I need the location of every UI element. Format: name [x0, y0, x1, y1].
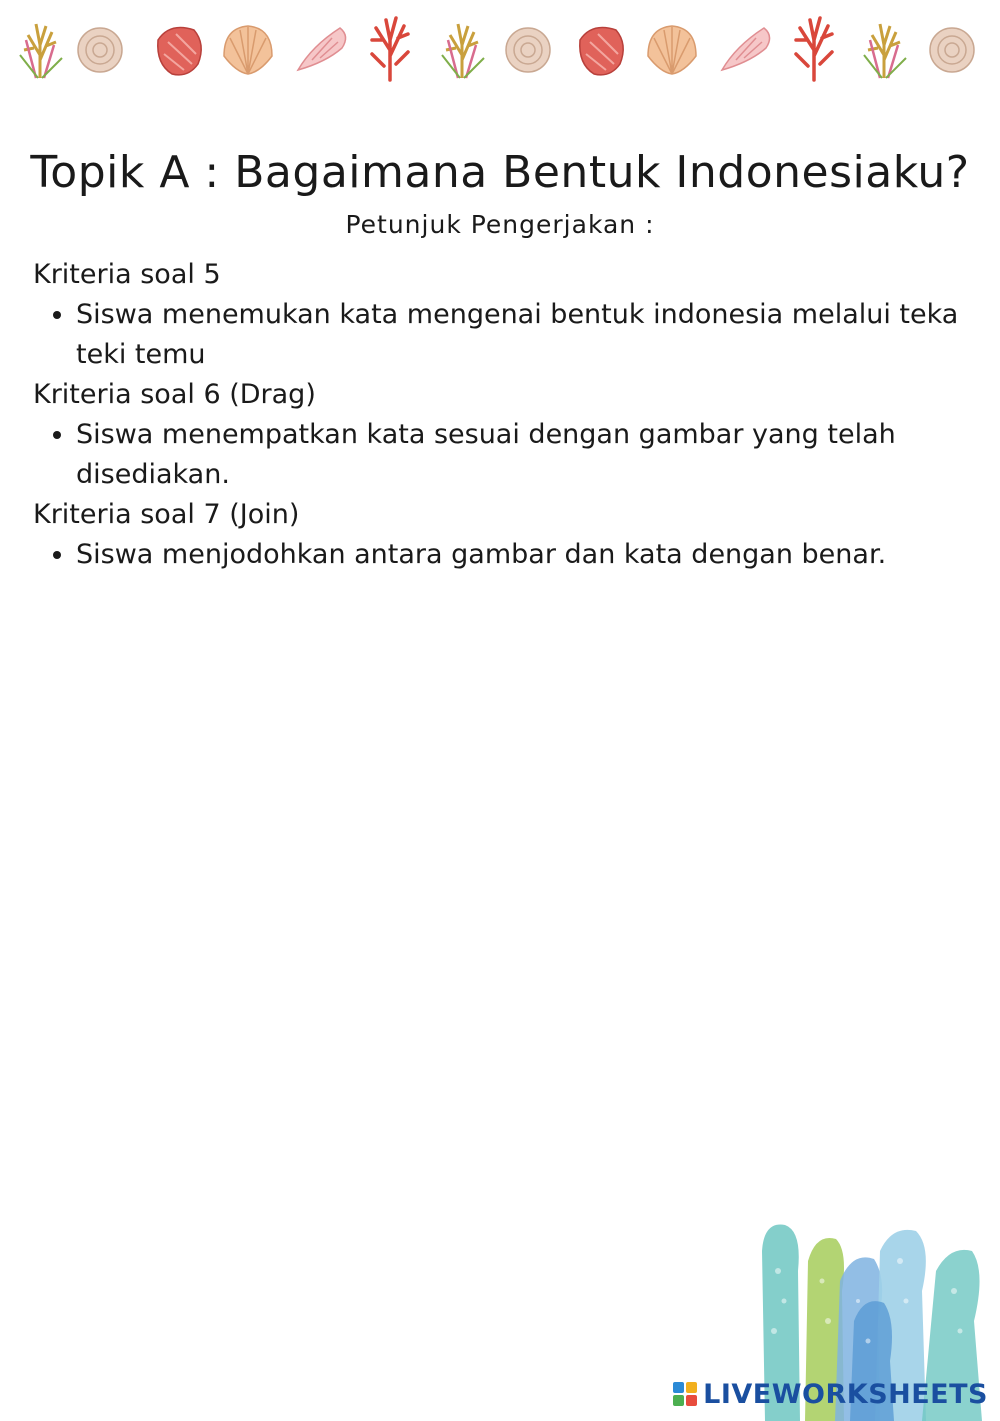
criteria-section: [33, 375, 978, 495]
nautilus-shell-icon: [78, 28, 122, 72]
instructions-heading: Petunjuk Pengerjakan :: [345, 210, 655, 239]
criteria-heading: Kriteria soal 7 (Join): [33, 499, 300, 530]
nautilus-shell-icon: [930, 28, 974, 72]
liveworksheets-watermark: [673, 1379, 988, 1409]
top-shell-border: [0, 0, 1000, 100]
criteria-section: [33, 495, 978, 575]
scallop-shell-icon: [648, 26, 696, 74]
red-coral-icon: [796, 18, 832, 80]
criteria-section: [33, 255, 978, 375]
coral-icon: [442, 24, 484, 78]
scallop-shell-icon: [224, 26, 272, 74]
red-coral-icon: [372, 18, 408, 80]
page-title: Topik A : Bagaimana Bentuk Indonesiaku?: [30, 147, 970, 199]
spiral-shell-icon: [722, 28, 770, 70]
criteria-bullets: [33, 535, 978, 575]
criteria-heading: Kriteria soal 6 (Drag): [33, 379, 316, 410]
criteria-bullets: [33, 295, 978, 375]
conch-shell-icon: [158, 28, 201, 75]
spiral-shell-icon: [298, 28, 346, 70]
criteria-list: [33, 255, 978, 575]
coral-icon: [20, 24, 62, 78]
criteria-bullet: • Siswa menjodohkan antara gambar dan kata dengan benar.: [76, 535, 978, 575]
watermark-text: LIVEWORKSHEETS: [703, 1378, 988, 1410]
criteria-heading: Kriteria soal 5: [33, 259, 221, 290]
criteria-bullet: • Siswa menempatkan kata sesuai dengan gambar yang telah disediakan.: [76, 415, 978, 495]
criteria-bullet: • Siswa menemukan kata mengenai bentuk indonesia melalui teka teki temu: [76, 295, 978, 375]
criteria-bullets: [33, 415, 978, 495]
coral-icon: [864, 24, 906, 78]
conch-shell-icon: [580, 28, 623, 75]
nautilus-shell-icon: [506, 28, 550, 72]
liveworksheets-logo-icon: [673, 1382, 697, 1406]
